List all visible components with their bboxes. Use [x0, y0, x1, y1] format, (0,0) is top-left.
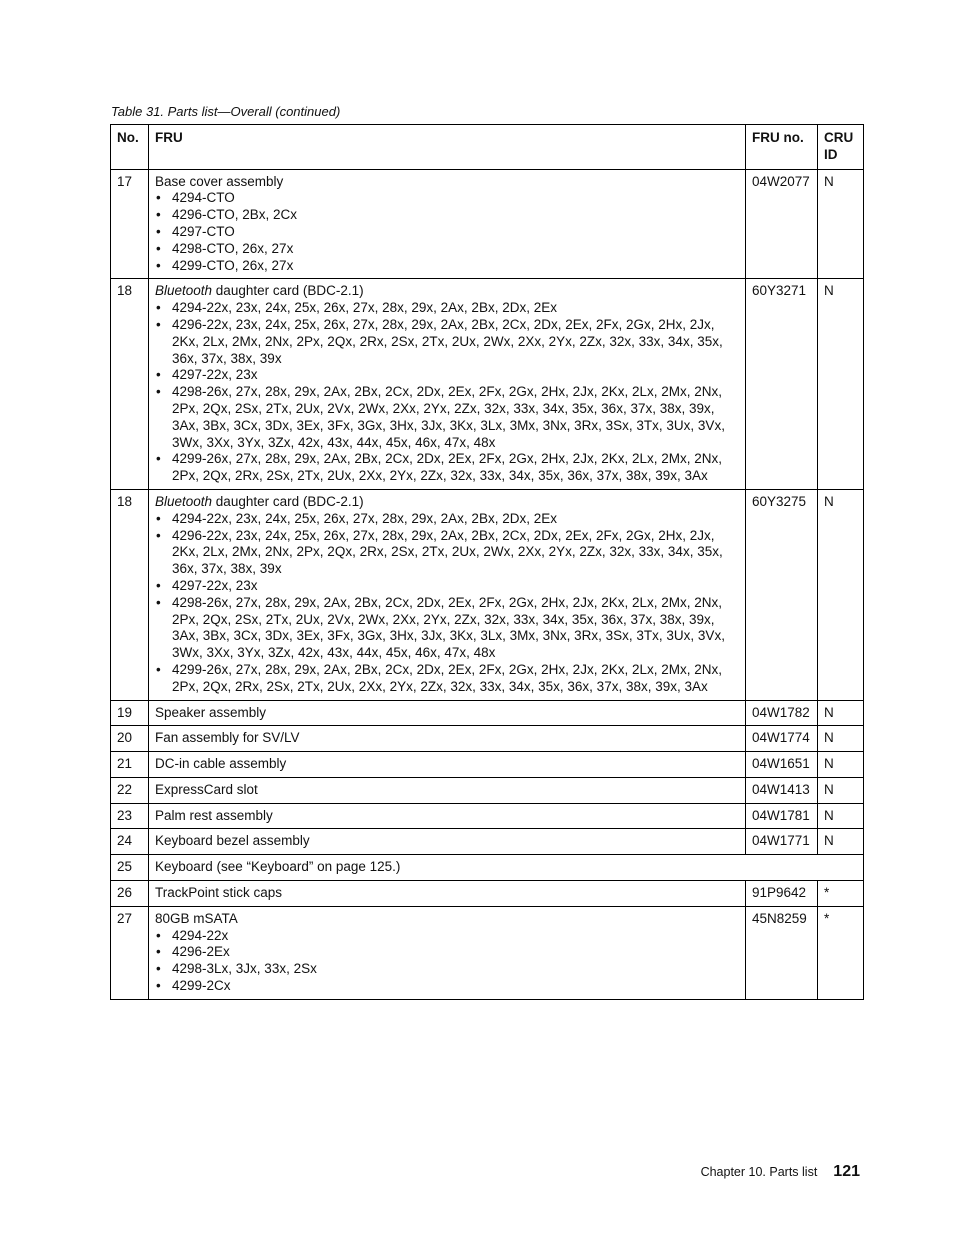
cru-id: * — [818, 881, 864, 907]
model-item: • 4294-22x — [155, 928, 741, 945]
model-list — [155, 190, 741, 274]
table-row — [111, 855, 864, 881]
table-row — [111, 777, 864, 803]
row-number: 22 — [111, 777, 149, 803]
fru-name — [155, 833, 741, 850]
model-item: • 4299-2Cx — [155, 978, 741, 995]
model-item: • 4297-22x, 23x — [155, 367, 741, 384]
table-row — [111, 906, 864, 999]
table-row — [111, 279, 864, 490]
row-number: 25 — [111, 855, 149, 881]
model-item: • 4298-CTO, 26x, 27x — [155, 241, 741, 258]
model-item: • 4296-22x, 23x, 24x, 25x, 26x, 27x, 28x, 29x, 2Ax, 2Bx, 2Cx, 2Dx, 2Ex, 2Fx, 2Gx, 2Hx, 2Jx, 2Kx, 2Lx, 2Mx, 2Nx, 2Px, 2Qx, 2Rx, 2Sx, 2Tx, 2Ux, 2Wx, 2Xx, 2Yx, 2Zx, 32x, 33x, 34x, 35x, 36x, 37x, 38x, 39x — [155, 317, 741, 367]
fru-number: 04W2077 — [746, 169, 818, 279]
fru-name-text: DC-in cable assembly — [155, 756, 287, 772]
table-row — [111, 489, 864, 700]
fru-number: 45N8259 — [746, 906, 818, 999]
table-row — [111, 881, 864, 907]
header-fru-no: FRU no. — [746, 125, 818, 170]
model-item: • 4299-26x, 27x, 28x, 29x, 2Ax, 2Bx, 2Cx, 2Dx, 2Ex, 2Fx, 2Gx, 2Hx, 2Jx, 2Kx, 2Lx, 2Mx, 2Nx, 2Px, 2Qx, 2Rx, 2Sx, 2Tx, 2Ux, 2Xx, 2Yx, 2Zx, 32x, 33x, 34x, 35x, 36x, 37x, 38x, 39x, 3Ax — [155, 451, 741, 485]
model-item: • 4294-22x, 23x, 24x, 25x, 26x, 27x, 28x, 29x, 2Ax, 2Bx, 2Dx, 2Ex — [155, 511, 741, 528]
row-number: 19 — [111, 700, 149, 726]
fru-name-text: 80GB mSATA — [155, 910, 238, 926]
model-item: • 4294-CTO — [155, 190, 741, 207]
cru-id: N — [818, 752, 864, 778]
fru-name-text: Keyboard bezel assembly — [155, 833, 310, 849]
model-list — [155, 928, 741, 995]
fru-description — [149, 752, 746, 778]
fru-description — [149, 906, 746, 999]
table-row — [111, 803, 864, 829]
table-row — [111, 169, 864, 279]
model-item: • 4298-26x, 27x, 28x, 29x, 2Ax, 2Bx, 2Cx, 2Dx, 2Ex, 2Fx, 2Gx, 2Hx, 2Jx, 2Kx, 2Lx, 2Mx, 2Nx, 2Px, 2Qx, 2Sx, 2Tx, 2Ux, 2Vx, 2Wx, 2Xx, 2Yx, 2Zx, 32x, 33x, 34x, 35x, 36x, 37x, 38x, 39x, 3Ax, 3Bx, 3Cx, 3Dx, 3Ex, 3Fx, 3Gx, 3Hx, 3Jx, 3Kx, 3Lx, 3Mx, 3Nx, 3Rx, 3Sx, 3Tx, 3Ux, 3Vx, 3Wx, 3Xx, 3Yx, 3Zx, 42x, 43x, 44x, 45x, 46x, 47x, 48x — [155, 595, 741, 662]
row-number: 24 — [111, 829, 149, 855]
fru-name — [155, 859, 859, 876]
fru-name — [155, 494, 741, 511]
model-item: • 4299-CTO, 26x, 27x — [155, 258, 741, 275]
table-header-row — [111, 125, 864, 170]
fru-description — [149, 726, 746, 752]
page-footer — [701, 1163, 860, 1181]
fru-description — [149, 803, 746, 829]
row-number: 17 — [111, 169, 149, 279]
fru-number: 04W1774 — [746, 726, 818, 752]
cru-id: N — [818, 829, 864, 855]
model-item: • 4297-CTO — [155, 224, 741, 241]
fru-name — [155, 730, 741, 747]
fru-name-text: Base cover assembly — [155, 173, 284, 189]
fru-description — [149, 169, 746, 279]
fru-name — [155, 756, 741, 773]
row-number: 26 — [111, 881, 149, 907]
fru-description — [149, 829, 746, 855]
parts-table — [110, 124, 864, 1000]
fru-name-italic: Bluetooth — [155, 283, 213, 299]
cru-id: N — [818, 169, 864, 279]
fru-number: 04W1413 — [746, 777, 818, 803]
model-item: • 4297-22x, 23x — [155, 578, 741, 595]
fru-name — [155, 174, 741, 191]
model-item: • 4298-26x, 27x, 28x, 29x, 2Ax, 2Bx, 2Cx, 2Dx, 2Ex, 2Fx, 2Gx, 2Hx, 2Jx, 2Kx, 2Lx, 2Mx, 2Nx, 2Px, 2Qx, 2Sx, 2Tx, 2Ux, 2Vx, 2Wx, 2Xx, 2Yx, 2Zx, 32x, 33x, 34x, 35x, 36x, 37x, 38x, 39x, 3Ax, 3Bx, 3Cx, 3Dx, 3Ex, 3Fx, 3Gx, 3Hx, 3Jx, 3Kx, 3Lx, 3Mx, 3Nx, 3Rx, 3Sx, 3Tx, 3Ux, 3Vx, 3Wx, 3Xx, 3Yx, 3Zx, 42x, 43x, 44x, 45x, 46x, 47x, 48x — [155, 384, 741, 451]
table-row — [111, 700, 864, 726]
table-row — [111, 752, 864, 778]
cru-id: N — [818, 726, 864, 752]
footer-chapter: Chapter 10. Parts list — [700, 1165, 818, 1179]
fru-name-text: daughter card (BDC-2.1) — [212, 283, 364, 299]
fru-name — [155, 808, 741, 825]
fru-description — [149, 777, 746, 803]
fru-name — [155, 782, 741, 799]
fru-name-text: Fan assembly for SV/LV — [155, 730, 300, 746]
fru-name — [155, 705, 741, 722]
fru-name — [155, 911, 741, 928]
model-list — [155, 300, 741, 485]
table-row — [111, 829, 864, 855]
fru-number: 04W1651 — [746, 752, 818, 778]
model-list — [155, 511, 741, 696]
header-fru: FRU — [149, 125, 746, 170]
model-item: • 4296-22x, 23x, 24x, 25x, 26x, 27x, 28x, 29x, 2Ax, 2Bx, 2Cx, 2Dx, 2Ex, 2Fx, 2Gx, 2Hx, 2Jx, 2Kx, 2Lx, 2Mx, 2Nx, 2Px, 2Qx, 2Rx, 2Sx, 2Tx, 2Ux, 2Wx, 2Xx, 2Yx, 2Zx, 32x, 33x, 34x, 35x, 36x, 37x, 38x, 39x — [155, 528, 741, 578]
cru-id: N — [818, 777, 864, 803]
fru-description — [149, 700, 746, 726]
fru-description — [149, 881, 746, 907]
row-number: 18 — [111, 489, 149, 700]
cru-id: N — [818, 803, 864, 829]
fru-number: 04W1771 — [746, 829, 818, 855]
fru-name-text: Keyboard (see “Keyboard” on page 125.) — [155, 859, 401, 875]
fru-description — [149, 855, 864, 881]
row-number: 21 — [111, 752, 149, 778]
cru-id: N — [818, 279, 864, 490]
fru-number: 60Y3271 — [746, 279, 818, 490]
fru-name-text: Palm rest assembly — [155, 807, 273, 823]
header-cru-id: CRU ID — [818, 125, 864, 170]
table-row — [111, 726, 864, 752]
header-no: No. — [111, 125, 149, 170]
fru-description — [149, 489, 746, 700]
model-item: • 4299-26x, 27x, 28x, 29x, 2Ax, 2Bx, 2Cx, 2Dx, 2Ex, 2Fx, 2Gx, 2Hx, 2Jx, 2Kx, 2Lx, 2Mx, 2Nx, 2Px, 2Qx, 2Rx, 2Sx, 2Tx, 2Ux, 2Xx, 2Yx, 2Zx, 32x, 33x, 34x, 35x, 36x, 37x, 38x, 39x, 3Ax — [155, 662, 741, 696]
fru-number: 04W1782 — [746, 700, 818, 726]
row-number: 18 — [111, 279, 149, 490]
page-number: 121 — [833, 1163, 860, 1180]
fru-number: 91P9642 — [746, 881, 818, 907]
fru-name-text: Speaker assembly — [155, 704, 267, 720]
cru-id: * — [818, 906, 864, 999]
model-item: • 4294-22x, 23x, 24x, 25x, 26x, 27x, 28x, 29x, 2Ax, 2Bx, 2Dx, 2Ex — [155, 300, 741, 317]
cru-id: N — [818, 489, 864, 700]
fru-name-text: ExpressCard slot — [155, 781, 258, 797]
cru-id: N — [818, 700, 864, 726]
fru-name-text: daughter card (BDC-2.1) — [212, 493, 364, 509]
fru-number: 60Y3275 — [746, 489, 818, 700]
model-item: • 4296-2Ex — [155, 944, 741, 961]
fru-name — [155, 283, 741, 300]
row-number: 23 — [111, 803, 149, 829]
fru-name-text: TrackPoint stick caps — [155, 885, 283, 901]
fru-number: 04W1781 — [746, 803, 818, 829]
model-item: • 4296-CTO, 2Bx, 2Cx — [155, 207, 741, 224]
fru-name-italic: Bluetooth — [155, 493, 213, 509]
table-caption: Table 31. Parts list—Overall (continued) — [111, 104, 341, 119]
row-number: 20 — [111, 726, 149, 752]
model-item: • 4298-3Lx, 3Jx, 33x, 2Sx — [155, 961, 741, 978]
fru-description — [149, 279, 746, 490]
fru-name — [155, 885, 741, 902]
row-number: 27 — [111, 906, 149, 999]
